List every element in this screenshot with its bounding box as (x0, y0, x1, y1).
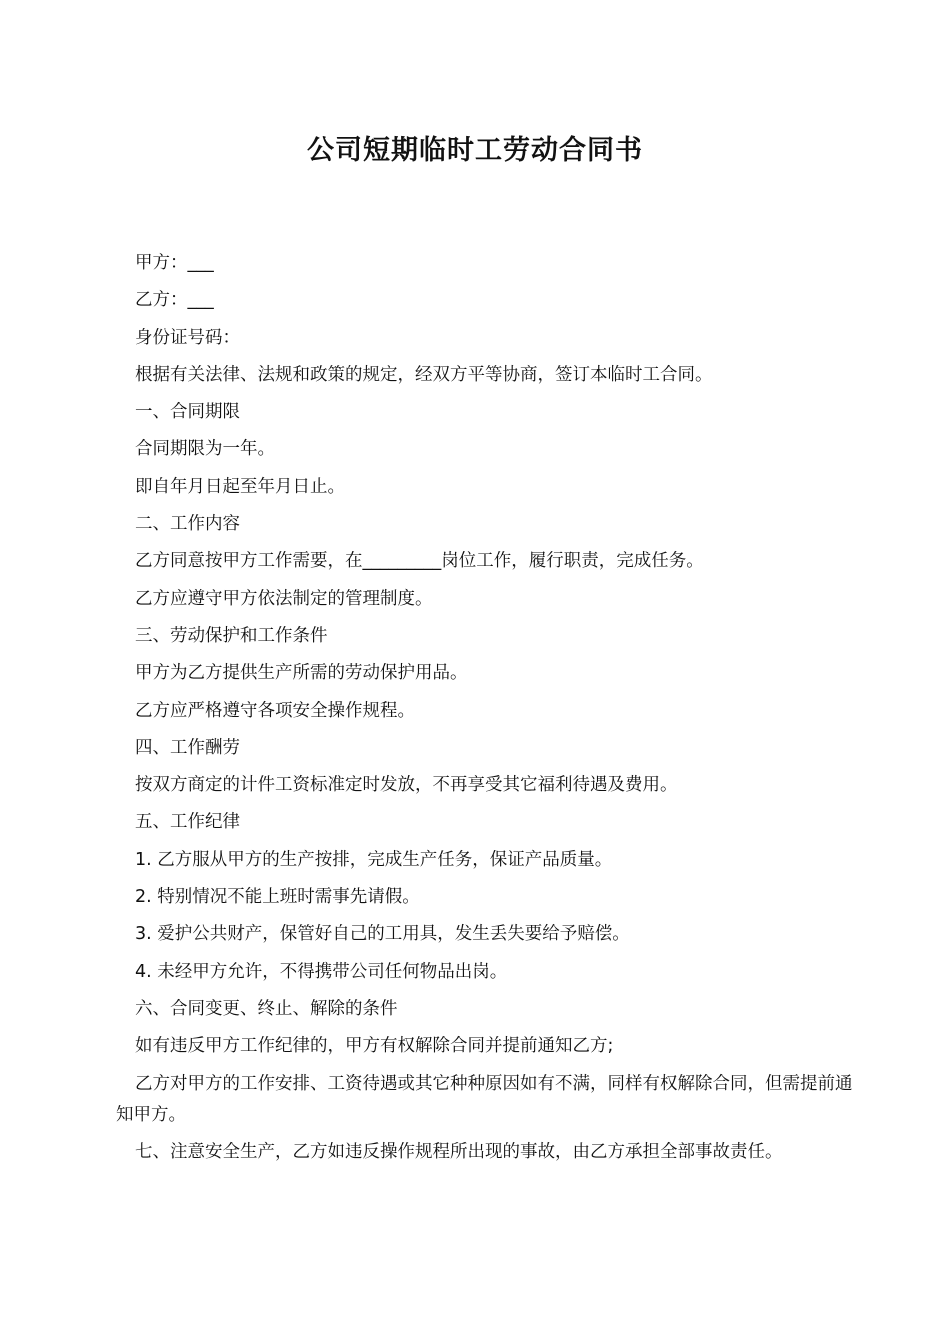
party-b-line: 乙方：___ (135, 290, 214, 311)
section-heading-termination: 六、合同变更、终止、解除的条件 (135, 998, 398, 1019)
section-heading-term: 一、合同期限 (135, 402, 240, 423)
document-title: 公司短期临时工劳动合同书 (307, 135, 643, 166)
list-item: 1. 乙方服从甲方的生产按排，完成生产任务，保证产品质量。 (135, 849, 613, 870)
section-heading-work-content: 二、工作内容 (135, 514, 240, 535)
paragraph: 乙方应遵守甲方依法制定的管理制度。 (135, 588, 433, 609)
list-item: 4. 未经甲方允许，不得携带公司任何物品出岗。 (135, 961, 508, 982)
party-a-line: 甲方：___ (135, 253, 214, 273)
paragraph: 甲方为乙方提供生产所需的劳动保护用品。 (135, 663, 468, 684)
section-heading-remuneration: 四、工作酬劳 (135, 737, 240, 758)
paragraph: 如有违反甲方工作纪律的，甲方有权解除合同并提前通知乙方; (135, 1036, 614, 1057)
list-item: 2. 特别情况不能上班时需事先请假。 (135, 887, 420, 908)
section-heading-discipline: 五、工作纪律 (135, 812, 240, 833)
paragraph: 合同期限为一年。 (135, 439, 275, 460)
preamble-paragraph: 根据有关法律、法规和政策的规定，经双方平等协商，签订本临时工合同。 (135, 364, 713, 385)
paragraph: 即自年月日起至年月日止。 (135, 476, 345, 497)
paragraph: 乙方对甲方的工作安排、工资待遇或其它种种原因如有不满，同样有权解除合同，但需提前通知甲方。 (116, 1073, 853, 1125)
paragraph: 乙方同意按甲方工作需要，在_________岗位工作，履行职责，完成任务。 (135, 551, 704, 572)
section-heading-safety: 七、注意安全生产，乙方如违反操作规程所出现的事故，由乙方承担全部事故责任。 (135, 1141, 783, 1162)
section-heading-protection: 三、劳动保护和工作条件 (135, 625, 328, 646)
list-item: 3. 爱护公共财产，保管好自己的工用具，发生丢失要给予赔偿。 (135, 924, 630, 945)
document-body (116, 245, 856, 1171)
id-number-line: 身份证号码： (135, 327, 240, 348)
paragraph: 乙方应严格遵守各项安全操作规程。 (135, 700, 415, 721)
paragraph: 按双方商定的计件工资标准定时发放，不再享受其它福利待遇及费用。 (135, 775, 678, 796)
